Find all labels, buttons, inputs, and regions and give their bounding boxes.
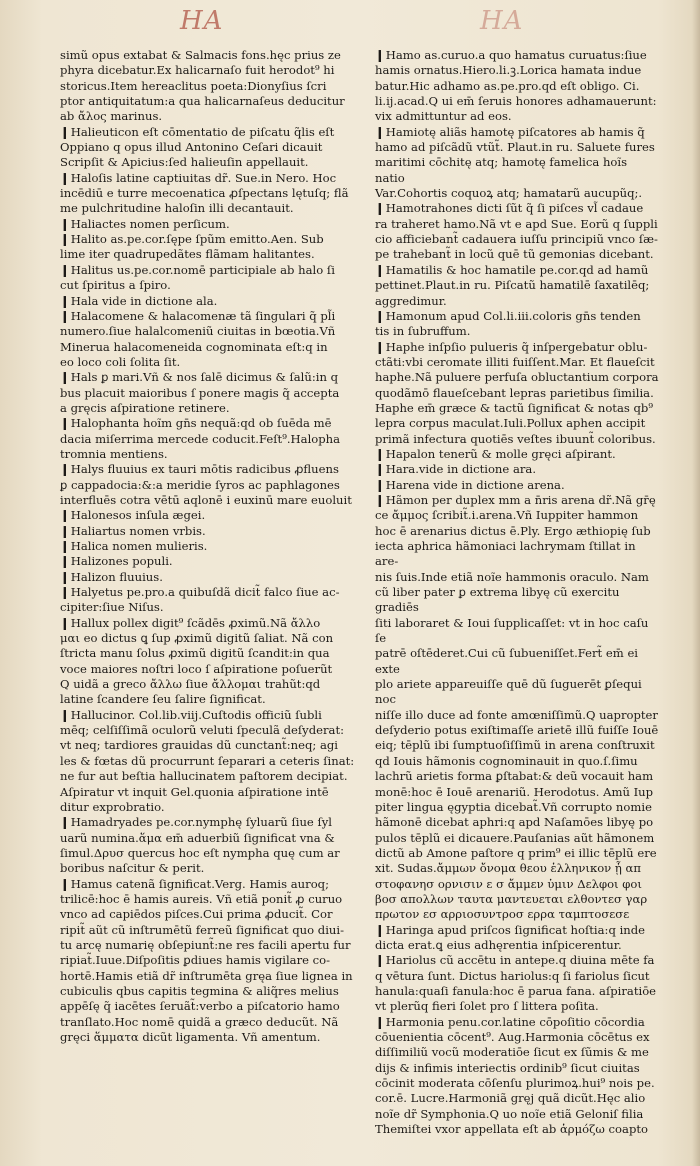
dictionary-entry: ❙ Hapalon tenerũ & molle gręci aſpirant. [375, 447, 659, 462]
dictionary-entry: ❙ Halonesos inſula ægei. [60, 508, 358, 523]
dictionary-entry: ❙ Hals ꝑ mari.Vñ & nos ſalē dicimus & ſalũ:in q bus placuit maioribus ſ ponere magis q̃ accepta a gręcis aſpiratione retinere. [60, 370, 358, 416]
dictionary-entry: ❙ Haliactes nomen perſicum. [60, 217, 358, 232]
dictionary-entry: ❙ Haloſis latine captiuitas dr̃. Sue.in Nero. Hoc incēdiū e turre mecoenatica ꝓſpectans lętuſq; flã me pulchritudine haloſin illi decantauit. [60, 171, 358, 217]
dictionary-entry: ❙ Halizones populi. [60, 554, 358, 569]
dictionary-entry: ❙ Hamo as.curuo.a quo hamatus curuatus:ſiue hamis ornatus.Hiero.li.ꝫ.Lorica hamata indue batur.Hic adhamo as.pe.pro.qd eſt obligo. Ci. li.ij.acad.Q ui em̄ ſeruis honores adhamauerunt: vix admittuntur ad eos. [375, 48, 659, 125]
dictionary-entry: ❙ Hara.vide in dictione ara. [375, 462, 659, 477]
page-header-mark-left: HA [180, 6, 224, 36]
dictionary-entry: ❙ Hamotrahones dicti ſũt q̃ ſi piſces vl̃ cadaue ra traheret hamo.Nã vt e apd Sue. Eorũ q ſuppli cio afficiebant̃ cadauera iuſſu principiũ vnco ſæ- pe trahebant̃ in locũ quē tũ gemonias dicebant. [375, 201, 659, 262]
dictionary-entry: ❙ Halizon fluuius. [60, 570, 358, 585]
dictionary-entry: ❙ Halacomene & halacomenæ tã ſingulari q̃ pl̃i numero.ſiue halalcomeniũ ciuitas in bœotia.Vñ Minerua halacomeneida cognominata eſt:q in eo loco coli ſolita ſit. [60, 309, 358, 370]
dictionary-entry: ❙ Hamonum apud Col.li.iii.coloris gn̄s tenden tis in ſubruffum. [375, 309, 659, 340]
dictionary-entry: ❙ Hallux pollex digit⁹ ſcãdēs ꝓximũ.Nã ἄλλο μαι eo dictus ꝗ ſup ꝓximũ digitũ ſaliat. Nã con ſtricta manu ſolus ꝓximũ digitũ ſcandit:in qua voce maiores noſtri loco ſ aſpiratione poſuerũt Q uidã a greco ἄλλω ſiue ἄλλομαι trahũt:qd latine ſcandere ſeu ſalire ſignificat. [60, 616, 358, 708]
dictionary-entry: ❙ Haringa apud priſcos ſignificat hoſtia:q inde dicta erat.ꝗ eius adhęrentia inſpicerentur. [375, 923, 659, 954]
dictionary-entry: ❙ Hariolus cũ accētu in antepe.q diuina mēte fa q vētura ſunt. Dictus hariolus:q ſi fariolus ſicut hanula:quaſi fanula:hoc ē parua fana. aſpiratiōe vt plerũq fieri ſolet pro ſ littera poſita. [375, 953, 659, 1014]
dictionary-entry: ❙ Halys fluuius ex tauri mōtis radicibus ꝓfluens ꝑ cappadocia:&:a meridie ſyros ac paphlagones interfluēs cotra vētū aqlonē i euxinū mare euoluit [60, 462, 358, 508]
dictionary-entry: ❙ Harena vide in dictione arena. [375, 478, 659, 493]
dictionary-entry: ❙ Hallucinor. Col.lib.viij.Cuſtodis officiũ ſubli mēq; celſiſſimã oculorũ veluti ſpeculã deſyderat: vt neq; tardiores grauidas dũ cunctant̃:neq; agi les & fœtas dũ procurrunt ſeparari a ceteris ſinat: ne fur aut beſtia hallucinatem paſtorem decipiat. Aſpiratur vt inquit Gel.quonia aſpiratione intē ditur exprobratio. [60, 708, 358, 815]
dictionary-entry: ❙ Halitus us.pe.cor.nomē participiale ab halo ſi cut ſpiritus a ſpiro. [60, 263, 358, 294]
dictionary-entry: ❙ Hala vide in dictione ala. [60, 294, 358, 309]
left-text-column [60, 48, 358, 1045]
dictionary-entry: ❙ Hamadryades pe.cor.nymphę ſyluarũ ſiue ſyl uarũ numina.ἅμα em̄ aduerbiũ ſignificat vna & ſimul.Δρυσ quercus hoc eſt nympha quę cum ar boribus naſcitur & perit. [60, 815, 358, 876]
dictionary-entry: ❙ Halito as.pe.cor.ſępe ſpũm emitto.Aen. Sub lime iter quadrupedãtes flãmam halitantes. [60, 232, 358, 263]
dictionary-entry: ❙ Hãmon per duplex mm a n̄ris arena dr̃.Nã gr̄ę ce ἄμμος ſcribit̃.i.arena.Vñ Iuppiter hammon hoc ē arenarius dictus ē.Ply. Ergo æthiopię ſub iecta aphrica hãmoniaci lachrymam ſtillat in are- nis ſuis.Inde etiã noĩe hammonis oraculo. Nam cũ liber pater ꝑ extrema libyę cũ exercitu gradiēs ſiti laboraret & Ioui ſupplicaſſet: vt in hoc caſu ſe patrē oſtēderet.Cui cũ ſubueniſſet.Fert̃ em̄ ei exte plo ariete appareuiſſe quē dũ ſuguerēt ꝑſequi noc niſſe illo duce ad fonte amœniſſimũ.Q uapropter deſyderio potus exiſtimaſſe arietē illũ fuiſſe Iouē eiq; tēplũ ibi ſumptuoſiſſimũ in arena conſtruxit qd Iouis hãmonis cognominauit in quo.ſ.ſimu lachrũ arietis forma ꝑſtabat:& deũ vocauit ham monē:hoc ē Iouē arenariũ. Herodotus. Amũ Iup piter lingua ęgyptia dicebat̃.Vñ corrupto nomie hãmonē dicebat aphri:q apd Naſamōes libyę po pulos tēplũ ei dicauere.Pauſanias aũt hãmonem dictũ ab Amone paſtore q prim⁹ ei illic tēplũ ere xit. Sudas.ἄμμων ὄνομα θεου ἑλληνικον ᾗ απ στοφανησ ορνισιν ε σ ἄμμεν ὑμιν Δελφοι φοι βοσ απολλων ταυτα μαντευεται ελθοντεσ γαρ πρωτον εσ αρριοσυντροσ ερρα ταμπτοσεσε [375, 493, 659, 923]
dictionary-entry: ❙ Halophanta hoĩm gn̄s nequã:qd ob ſuēda mē dacia miſerrima mercede coducit.Feſt⁹.Halopha tromnia mentiens. [60, 416, 358, 462]
dictionary-entry: ❙ Haphe inſpſio pulueris q̃ inſpergebatur oblu- ctãti:vbi ceromate illiti fuiſſent.Mar. Et flaueſcit haphe.Nã puluere perfuſa obluctantium corpora quodãmō flaueſcebant lepras parietibus ſimilia. Haphe em̄ græce & tactũ ſignificat & notas qb⁹ lepra corpus maculat.Iuli.Pollux aphen accipit primã infectura quotiēs veſtes ibuunt̃ coloribus. [375, 340, 659, 447]
right-text-column [375, 48, 659, 1137]
dictionary-entry: ❙ Hamus catenã ſignificat.Verg. Hamis auroq; trilicē:hoc ē hamis aureis. Vñ etiã ponit̃ ꝓ curuo vnco ad capiēdos piſces.Cui prima ꝓducit̃. Cor ripit̃ aũt cũ inſtrumētũ ferreũ ſignificat quo diui- tu arcę numarię obſepiunt̃:ne res facili apertu fur ripiat̃.Iuue.Diſpoſitis ꝑdiues hamis vigilare co- hortē.Hamis etiã dr̃ inſtrumēta gręa ſiue lignea in cubiculis qbus capitis tegmina & aliq̃res melius appēſę q̃ iacētes ſeruãt̃:verbo a piſcatorio hamo tranſlato.Hoc nomē quidã a græco deducũt. Nã gręci ἅμματα dicũt ligamenta. Vñ amentum. [60, 877, 358, 1046]
dictionary-entry: ❙ Halica nomen mulieris. [60, 539, 358, 554]
dictionary-entry: ❙ Halyetus pe.pro.a quibuſdã dicit̃ falco ſiue ac- cipiter:ſiue Niſus. [60, 585, 358, 616]
dictionary-entry: ❙ Halieuticon eſt cōmentatio de piſcatu q̃lis eſt Oppiano q opus illud Antonino Ceſari dicauit Scripſit & Apicius:ſed halieuſin appellauit. [60, 125, 358, 171]
dictionary-entry: ❙ Haliartus nomen vrbis. [60, 524, 358, 539]
dictionary-entry: ❙ Hamiotę aliãs hamotę piſcatores ab hamis q̃ hamo ad piſcãdũ vtũt̃. Plaut.in ru. Saluete fures maritimi cōchitę atq; hamotę famelica hoĩs natio Var.Cohortis coquoꝝ atq; hamatarũ aucupũq;. [375, 125, 659, 202]
continued-text: simũ opus extabat & Salmacis fons.hęc prius ze phyra dicebatur.Ex halicarnaſo fuit herodot⁹ hi storicus.Item hereaclitus poeta:Dionyſius ſcri ptor antiquitatum:a qua halicarnaſeus deducitur ab ἄλος marinus. [60, 48, 345, 124]
page-header-mark-right: HA [480, 6, 524, 36]
dictionary-entry: ❙ Harmonia penu.cor.latine cōpoſitio cōcordia cōuenientia cōcent⁹. Aug.Harmonia cōcētus ex diſſimiliũ vocũ moderatiōe ſicut ex ſũmis & me dijs & infimis interiectis ordinib⁹ ſicut ciuitas cōcinit moderata cōſenſu plurimoꝝ.hui⁹ nois pe. cor.ē. Lucre.Harmoniã gręj quã dicũt.Hęc alio noĩe dr̃ Symphonia.Q uo noĩe etiã Geloniſ filia Themiſtei vxor appellata eſt ab ἁρμόζω coapto [375, 1015, 659, 1138]
dictionary-entry: ❙ Hamatilis & hoc hamatile pe.cor.qd ad hamũ pettinet.Plaut.in ru. Piſcatũ hamatilē ſaxatilēq; aggredimur. [375, 263, 659, 309]
page-edge-shadow [692, 0, 700, 1166]
